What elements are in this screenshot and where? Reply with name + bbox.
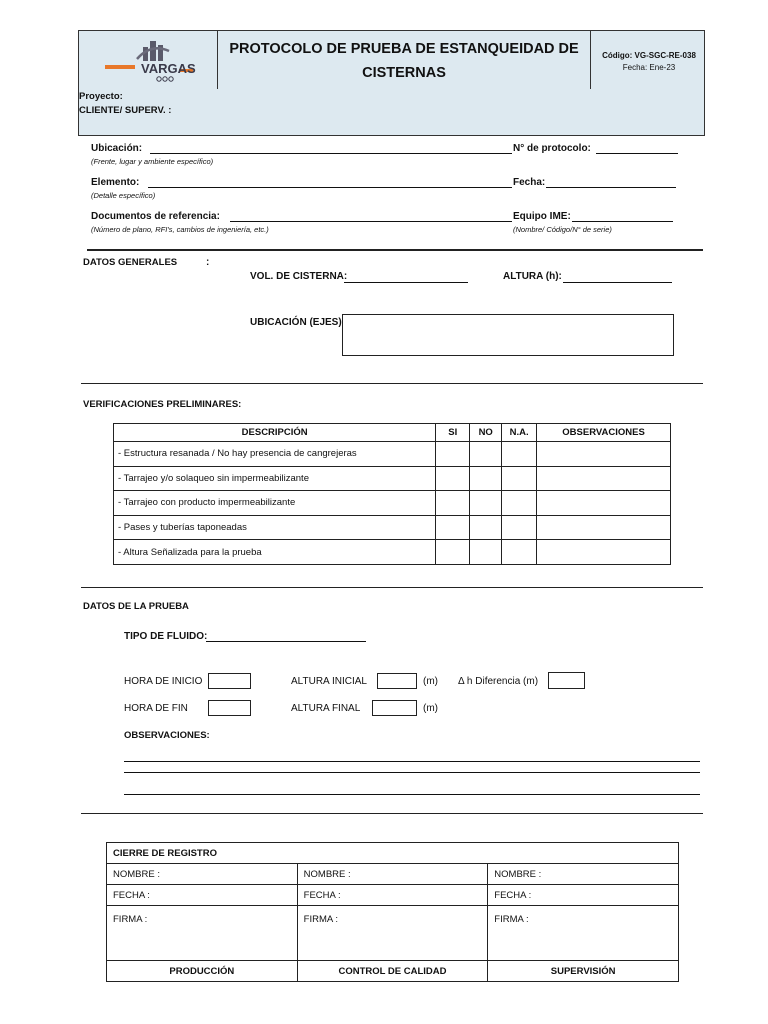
unit-m: (m) [423, 676, 438, 687]
observaciones-cell[interactable] [537, 442, 671, 467]
document-code [593, 50, 705, 74]
hora-inicio-label: HORA DE INICIO [124, 676, 203, 687]
col-si: SI [436, 424, 470, 442]
prueba-title: DATOS DE LA PRUEBA [83, 601, 189, 612]
elemento-field[interactable] [148, 187, 512, 188]
na-cell[interactable] [502, 515, 537, 540]
observaciones-cell[interactable] [537, 540, 671, 565]
fecha-label: Fecha: [513, 177, 546, 188]
table-row [114, 515, 671, 540]
code-date: Fecha: Ene-23 [622, 63, 676, 72]
observaciones-line[interactable] [124, 794, 700, 795]
altura-inicial-input[interactable] [377, 673, 417, 689]
role-supervision: SUPERVISIÓN [488, 961, 679, 982]
si-cell[interactable] [436, 466, 470, 491]
verificaciones-table [113, 423, 671, 565]
na-cell[interactable] [502, 540, 537, 565]
nombre-produccion[interactable]: NOMBRE : [107, 864, 298, 885]
vol-field[interactable] [344, 282, 468, 283]
nombre-calidad[interactable]: NOMBRE : [297, 864, 488, 885]
logo-text: VARGAS [141, 61, 196, 76]
no-cell[interactable] [470, 515, 502, 540]
observaciones-label: OBSERVACIONES: [124, 730, 210, 741]
row-description: - Tarrajeo con producto impermeabilizante [114, 491, 436, 516]
na-cell[interactable] [502, 466, 537, 491]
fluido-field[interactable] [206, 641, 366, 642]
row-description: - Tarrajeo y/o solaqueo sin impermeabilizante [114, 466, 436, 491]
hora-fin-input[interactable] [208, 700, 251, 716]
equipo-field[interactable] [572, 221, 673, 222]
fecha-field[interactable] [546, 187, 676, 188]
fecha-calidad[interactable]: FECHA : [297, 885, 488, 906]
generales-title: DATOS GENERALES [83, 257, 178, 268]
observaciones-line[interactable] [124, 761, 700, 762]
project-block [79, 90, 171, 118]
ubicacion-ejes-label: UBICACIÓN (EJES) [250, 317, 342, 328]
cliente-label: CLIENTE/ SUPERV. : [79, 105, 172, 116]
firma-produccion[interactable]: FIRMA : [107, 906, 298, 961]
no-cell[interactable] [470, 540, 502, 565]
fecha-supervision[interactable]: FECHA : [488, 885, 679, 906]
document-header [78, 30, 705, 136]
no-cell[interactable] [470, 466, 502, 491]
table-row [114, 540, 671, 565]
equipo-label: Equipo IME: [513, 211, 571, 222]
ubicacion-ejes-box[interactable] [342, 314, 674, 356]
col-no: NO [470, 424, 502, 442]
hora-fin-label: HORA DE FIN [124, 703, 188, 714]
cierre-table [106, 842, 679, 982]
divider [87, 249, 703, 251]
no-cell[interactable] [470, 491, 502, 516]
divider [81, 383, 703, 384]
row-description: - Estructura resanada / No hay presencia de cangrejeras [114, 442, 436, 467]
company-logo [101, 37, 211, 85]
altura-inicial-label: ALTURA INICIAL [291, 676, 367, 687]
si-cell[interactable] [436, 442, 470, 467]
role-produccion: PRODUCCIÓN [107, 961, 298, 982]
fecha-produccion[interactable]: FECHA : [107, 885, 298, 906]
elemento-hint: (Detalle específico) [91, 191, 156, 200]
document-title: PROTOCOLO DE PRUEBA DE ESTANQUEIDAD DE CISTERNAS [229, 41, 579, 81]
firma-supervision[interactable]: FIRMA : [488, 906, 679, 961]
ubicacion-hint: (Frente, lugar y ambiente específico) [91, 157, 214, 166]
vol-label: VOL. DE CISTERNA: [250, 271, 348, 282]
col-descripcion: DESCRIPCIÓN [114, 424, 436, 442]
si-cell[interactable] [436, 491, 470, 516]
equipo-hint: (Nombre/ Código/N° de serie) [513, 225, 612, 234]
table-row [114, 466, 671, 491]
documentos-label: Documentos de referencia: [91, 211, 220, 222]
diferencia-input[interactable] [548, 672, 585, 689]
si-cell[interactable] [436, 540, 470, 565]
proyecto-label: Proyecto: [79, 91, 123, 102]
verificaciones-title: VERIFICACIONES PRELIMINARES: [83, 399, 242, 410]
row-description: - Altura Señalizada para la prueba [114, 540, 436, 565]
nombre-supervision[interactable]: NOMBRE : [488, 864, 679, 885]
generales-colon: : [206, 257, 210, 268]
table-row [114, 491, 671, 516]
altura-label: ALTURA (h): [503, 271, 562, 282]
protocolo-field[interactable] [596, 153, 678, 154]
observaciones-cell[interactable] [537, 515, 671, 540]
observaciones-line[interactable] [124, 772, 700, 773]
unit-m: (m) [423, 703, 438, 714]
ubicacion-field[interactable] [150, 153, 512, 154]
ubicacion-label: Ubicación: [91, 143, 143, 154]
altura-field[interactable] [563, 282, 672, 283]
code-value: Código: VG-SGC-RE-038 [602, 51, 696, 60]
elemento-label: Elemento: [91, 177, 140, 188]
role-calidad: CONTROL DE CALIDAD [297, 961, 488, 982]
col-observaciones: OBSERVACIONES [537, 424, 671, 442]
documentos-field[interactable] [230, 221, 512, 222]
divider [81, 587, 703, 588]
altura-final-label: ALTURA FINAL [291, 703, 361, 714]
altura-final-input[interactable] [372, 700, 417, 716]
observaciones-cell[interactable] [537, 491, 671, 516]
fluido-label: TIPO DE FLUIDO: [124, 631, 208, 642]
col-na: N.A. [502, 424, 537, 442]
protocolo-label: N° de protocolo: [513, 143, 591, 154]
hora-inicio-input[interactable] [208, 673, 251, 689]
cierre-title: CIERRE DE REGISTRO [107, 843, 679, 864]
na-cell[interactable] [502, 491, 537, 516]
firma-calidad[interactable]: FIRMA : [297, 906, 488, 961]
documentos-hint: (Número de plano, RFI's, cambios de ingeniería, etc.) [91, 225, 269, 234]
na-cell[interactable] [502, 442, 537, 467]
observaciones-cell[interactable] [537, 466, 671, 491]
table-row [114, 442, 671, 467]
row-description: - Pases y tuberías taponeadas [114, 515, 436, 540]
no-cell[interactable] [470, 442, 502, 467]
divider [81, 813, 703, 814]
si-cell[interactable] [436, 515, 470, 540]
diferencia-label: Δ h Diferencia (m) [458, 676, 539, 687]
